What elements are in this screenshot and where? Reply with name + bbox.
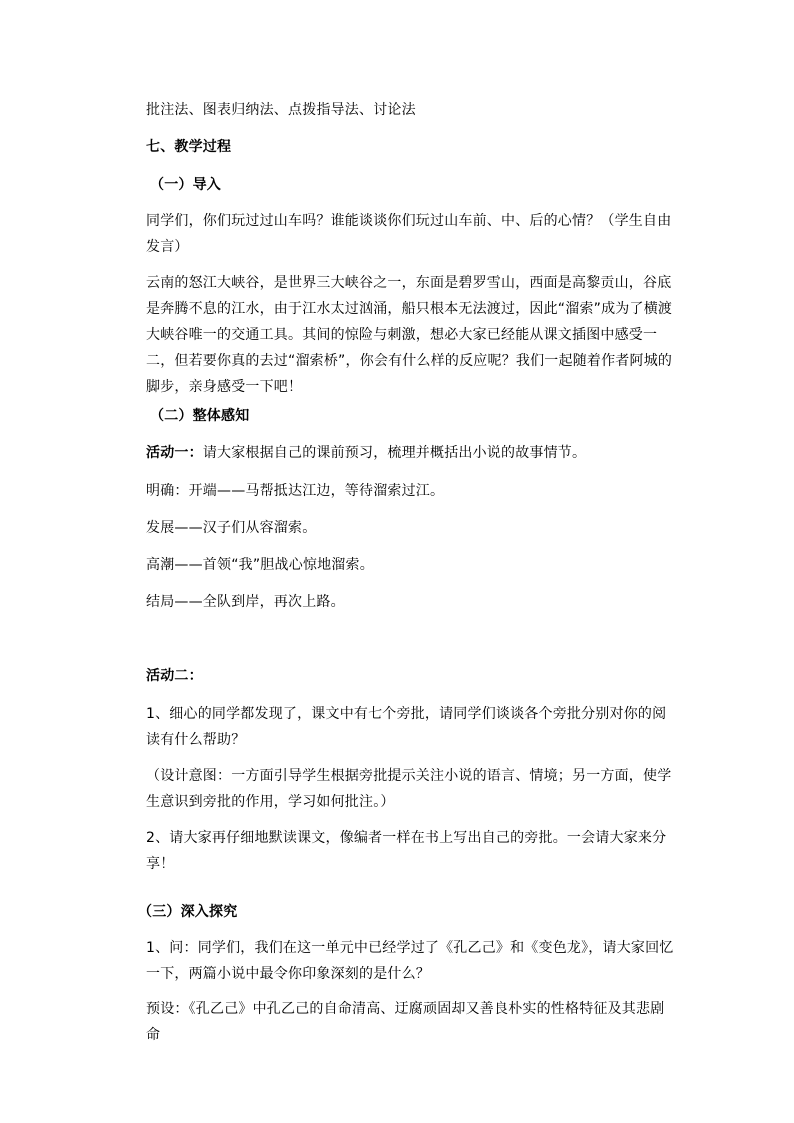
plot-answer-line: 发展——汉子们从容溜索。 (146, 520, 317, 536)
plot-answer-line: 明确：开端——马帮抵达江边，等待溜索过江。 (146, 483, 445, 499)
plot-answer-line: 高潮——首领“我”胆战心惊地溜索。 (146, 557, 374, 573)
part-3-title: （三）深入探究 (138, 904, 238, 920)
intro-paragraph-1: 同学们，你们玩过过山车吗？谁能谈谈你们玩过山车前、中、后的心情？（学生自由发言） (146, 213, 672, 255)
activity-1-text: 请大家根据自己的课前预习，梳理并概括出小说的故事情节。 (202, 445, 587, 461)
activity-2-label: 活动二： (146, 668, 203, 684)
activity-1-label: 活动一： (146, 445, 203, 461)
preset-answer-line: 预设：《孔乙己》中孔乙己的自命清高、迂腐顽固却又善良朴实的性格特征及其悲剧命 (146, 1001, 665, 1043)
part-1-title: （一）导入 (150, 177, 221, 193)
section-7-title: 七、教学过程 (146, 139, 232, 155)
activity-2-question-1: 1、细心的同学都发现了，课文中有七个旁批，请同学们谈谈各个旁批分别对你的阅读有什么帮助？ (146, 706, 667, 748)
activity-1-line (146, 440, 676, 466)
intro-paragraph-2: 云南的怒江大峡谷，是世界三大峡谷之一，东面是碧罗雪山，西面是高黎贡山，谷底是奔腾不息的江水，由于江水太过汹涌，船只根本无法渡过，因此“溜索”成为了横渡大峡谷唯一的交通工具。其间的惊险与刺激，想必大家已经能从课文插图中感受一二，但若要你真的去过“溜索桥”，你会有什么样的反应呢？我们一起随着作者阿城的脚步，亲身感受一下吧！ (146, 275, 673, 395)
activity-2-question-2: 2、请大家再仔细地默读课文，像编者一样在书上写出自己的旁批。一会请大家来分享！ (146, 830, 667, 872)
plot-answer-line: 结局——全队到岸，再次上路。 (146, 594, 345, 610)
part-2-title: （二）整体感知 (150, 408, 250, 424)
design-intent-note: （设计意图：一方面引导学生根据旁批提示关注小说的语言、情境；另一方面，使学生意识到旁批的作用，学习如何批注。） (146, 768, 672, 810)
deep-inquiry-question-1: 1、问：同学们，我们在这一单元中已经学过了《孔乙己》和《变色龙》，请大家回忆一下，两篇小说中最令你印象深刻的是什么？ (146, 940, 674, 982)
teaching-methods-line: 批注法、图表归纳法、点拨指导法、讨论法 (146, 102, 416, 118)
